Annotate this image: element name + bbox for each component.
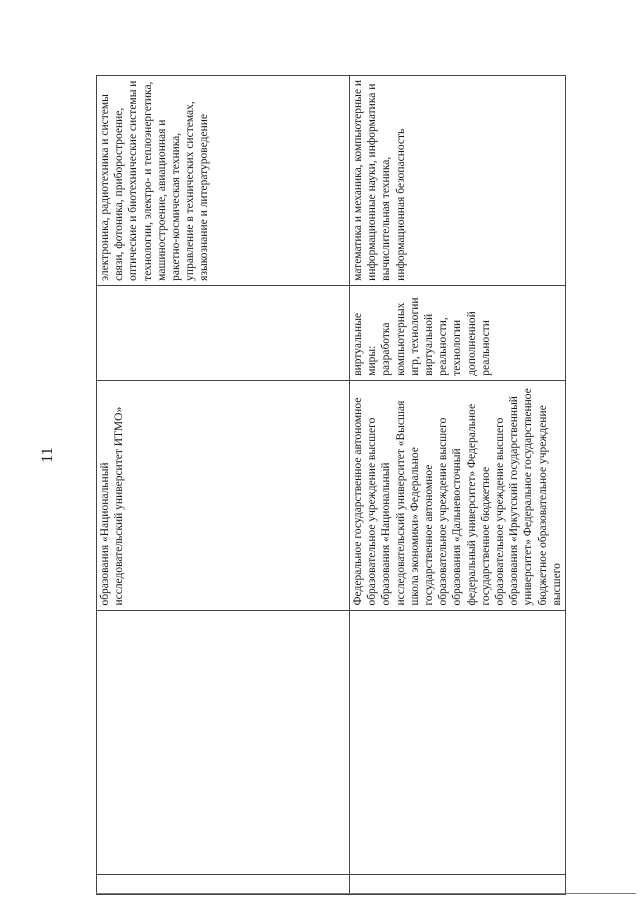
fields-cell: математика и механика, компьютерные и информационные науки, информатика и вычислительная техника, информационная безопасность — [350, 76, 566, 286]
row-number-cell — [350, 610, 566, 875]
table-row — [350, 76, 566, 895]
programs-table — [96, 75, 566, 895]
organization-cell: образования «Национальный исследовательский университет ИТМО» — [97, 380, 350, 610]
row-number-cell — [97, 610, 350, 875]
scan-edge-line — [96, 893, 636, 894]
technology-cell: виртуальные миры: разработка компьютерных игр, технологии виртуальной реальности, технологии дополненной реальности — [350, 285, 566, 380]
row-extra-cell — [97, 875, 350, 895]
table-row — [97, 76, 350, 895]
page-number: 11 — [39, 447, 56, 463]
fields-cell: электроника, радиотехника и системы связи, фотоника, приборостроение, оптические и биотехнические системы и технологии, электро- и теплоэнергетика, машиностроение, авиационная и ракетно-космическая техника, управление в технических системах, языкознание и литературоведение — [97, 76, 350, 286]
technology-cell — [97, 285, 350, 380]
row-extra-cell — [350, 875, 566, 895]
organization-cell: Федеральное государственное автономное образовательное учреждение высшего образования «Национальный исследовательский университет «Высшая школа экономики» Федеральное государственное автономное образовательное учреждение высшего образования «Дальневосточный федеральный университет» Федеральное государственное бюджетное образовательное учреждение высшего образования «Иркутский государственный университет» Федеральное государственное бюджетное образовательное учреждение высшего — [350, 380, 566, 610]
rotated-table-container — [96, 75, 563, 895]
